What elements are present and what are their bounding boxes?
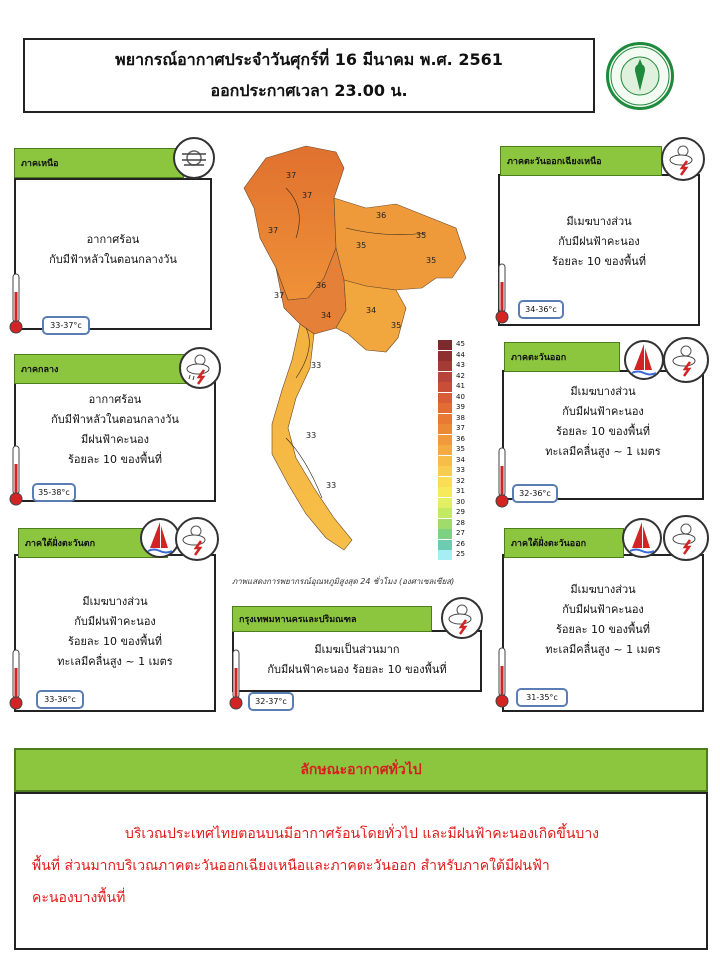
temperature-badge: 35-38°c — [32, 483, 76, 502]
region-forecast-text: มีเมฆเป็นส่วนมาก กับมีฝนฟ้าคะนอง ร้อยละ 10 ของพื้นที่ — [267, 643, 447, 676]
legend-label: 35 — [456, 445, 465, 453]
map-northeast-region — [334, 198, 466, 290]
thermometer-icon — [494, 646, 510, 714]
legend-label: 43 — [456, 361, 465, 369]
tmd-logo — [606, 42, 674, 110]
thunderstorm-icon — [440, 596, 484, 644]
legend-swatch — [438, 519, 452, 529]
contour-label: 37 — [274, 291, 285, 300]
legend-swatch — [438, 550, 452, 560]
legend-label: 33 — [456, 466, 465, 474]
region-forecast-text: มีเมฆบางส่วน กับมีฝนฟ้าคะนอง ร้อยละ 10 ของพื้นที่ ทะเลมีคลื่นสูง ~ 1 เมตร — [545, 385, 661, 458]
contour-label: 36 — [376, 211, 387, 220]
legend-swatch — [438, 361, 452, 371]
hazy-sun-icon — [172, 136, 216, 184]
legend-swatch — [438, 498, 452, 508]
legend-swatch — [438, 351, 452, 361]
legend-swatch — [438, 372, 452, 382]
legend-swatch — [438, 414, 452, 424]
legend-swatch — [438, 487, 452, 497]
legend-label: 28 — [456, 518, 465, 527]
legend-swatch — [438, 529, 452, 539]
contour-label: 33 — [306, 431, 317, 440]
region-card-south-west — [14, 554, 216, 712]
legend-swatch — [438, 403, 452, 413]
contour-label: 34 — [366, 306, 377, 315]
thunderstorm-icon — [178, 346, 222, 394]
map-east-region — [336, 280, 406, 352]
temperature-badge: 31-35°c — [516, 688, 568, 707]
legend-label: 45 — [456, 340, 465, 348]
legend-label: 32 — [456, 476, 465, 485]
legend-swatch — [438, 393, 452, 403]
thunderstorm-icon — [662, 336, 710, 388]
contour-label: 33 — [311, 361, 322, 370]
temperature-badge: 32-37°c — [248, 692, 294, 711]
legend-swatch — [438, 508, 452, 518]
sailboat-icon — [622, 516, 662, 564]
forecast-title: พยากรณ์อากาศประจำวันศุกร์ที่ 16 มีนาคม พ.ศ. 2561 — [115, 49, 503, 69]
contour-label: 33 — [326, 481, 337, 490]
legend-label: 36 — [456, 434, 465, 443]
legend-swatch — [438, 466, 452, 476]
region-tab-central: ภาคกลาง — [14, 354, 188, 384]
thermometer-icon — [8, 648, 24, 716]
general-conditions-text: บริเวณประเทศไทยตอนบนมีอากาศร้อนโดยทั่วไป และมีฝนฟ้าคะนองเกิดขึ้นบาง พื้นที่ ส่วนมากบริเวณภาคตะวันออกเฉียงเหนือและภาคตะวันออก สำหรับภาคใต้มีฝนฟ้า คะนองบางพื้นที่ — [32, 826, 600, 906]
legend-swatch — [438, 382, 452, 392]
legend-label: 37 — [456, 424, 465, 432]
legend-label: 38 — [456, 413, 465, 422]
legend-swatch — [438, 340, 452, 350]
general-conditions-title: ลักษณะอากาศทั่วไป — [14, 748, 708, 792]
contour-label: 35 — [391, 321, 402, 330]
region-tab-south-west: ภาคใต้ฝั่งตะวันตก — [18, 528, 168, 558]
legend-label: 27 — [456, 529, 465, 537]
contour-label: 37 — [302, 191, 313, 200]
region-forecast-text: มีเมฆบางส่วน กับมีฝนฟ้าคะนอง ร้อยละ 10 ของพื้นที่ ทะเลมีคลื่นสูง ~ 1 เมตร — [545, 583, 661, 656]
region-forecast-text: มีเมฆบางส่วน กับมีฝนฟ้าคะนอง ร้อยละ 10 ของพื้นที่ ทะเลมีคลื่นสูง ~ 1 เมตร — [57, 595, 173, 668]
region-tab-northeast: ภาคตะวันออกเฉียงเหนือ — [500, 146, 662, 176]
map-caption: ภาพแสดงการพยากรณ์อุณหภูมิสูงสุด 24 ชั่วโมง (องศาเซลเซียส) — [232, 577, 455, 586]
thunderstorm-icon — [174, 516, 220, 566]
forecast-issued-time: ออกประกาศเวลา 23.00 น. — [210, 80, 408, 100]
legend-swatch — [438, 456, 452, 466]
temperature-badge: 33-36°c — [36, 690, 84, 709]
legend-swatch — [438, 424, 452, 434]
legend-label: 30 — [456, 497, 465, 506]
legend-label: 29 — [456, 508, 465, 516]
legend-label: 44 — [456, 350, 465, 359]
region-forecast-text: อากาศร้อน กับมีฟ้าหลัวในตอนกลางวัน มีฝนฟ้าคะนอง ร้อยละ 10 ของพื้นที่ — [51, 393, 179, 466]
thermometer-icon — [494, 262, 510, 330]
region-card-east — [502, 370, 704, 500]
legend-label: 25 — [456, 550, 465, 558]
region-tab-south-east: ภาคใต้ฝั่งตะวันออก — [504, 528, 624, 558]
temperature-badge: 33-37°c — [42, 316, 90, 335]
sailboat-icon — [624, 338, 664, 386]
contour-label: 35 — [416, 231, 427, 240]
thunderstorm-icon — [660, 136, 706, 186]
legend-swatch — [438, 540, 452, 550]
temperature-badge: 32-36°c — [512, 484, 558, 503]
legend-label: 34 — [456, 455, 465, 464]
legend-label: 42 — [456, 371, 465, 380]
thermometer-icon — [8, 444, 24, 512]
region-card-north — [14, 178, 212, 330]
region-tab-north: ภาคเหนือ — [14, 148, 184, 178]
region-forecast-text: อากาศร้อน กับมีฟ้าหลัวในตอนกลางวัน — [49, 233, 177, 266]
region-forecast-text: มีเมฆบางส่วน กับมีฝนฟ้าคะนอง ร้อยละ 10 ของพื้นที่ — [551, 215, 647, 268]
contour-label: 36 — [316, 281, 327, 290]
thunderstorm-icon — [662, 514, 710, 566]
thermometer-icon — [8, 272, 24, 340]
temperature-legend — [438, 340, 468, 570]
contour-label: 34 — [321, 311, 332, 320]
contour-label: 35 — [356, 241, 367, 250]
legend-label: 41 — [456, 382, 465, 390]
legend-label: 39 — [456, 403, 465, 411]
contour-label: 37 — [286, 171, 297, 180]
legend-label: 31 — [456, 487, 465, 495]
region-tab-bangkok: กรุงเทพมหานครและปริมณฑล — [232, 606, 432, 632]
thermometer-icon — [494, 446, 510, 514]
legend-label: 40 — [456, 392, 465, 401]
region-tab-east: ภาคตะวันออก — [504, 342, 620, 372]
legend-swatch — [438, 477, 452, 487]
contour-label: 35 — [426, 256, 437, 265]
contour-label: 37 — [268, 226, 279, 235]
thermometer-icon — [228, 648, 244, 716]
temperature-badge: 34-36°c — [518, 300, 564, 319]
legend-swatch — [438, 435, 452, 445]
legend-label: 26 — [456, 539, 465, 548]
legend-swatch — [438, 445, 452, 455]
forecast-header — [23, 38, 595, 113]
